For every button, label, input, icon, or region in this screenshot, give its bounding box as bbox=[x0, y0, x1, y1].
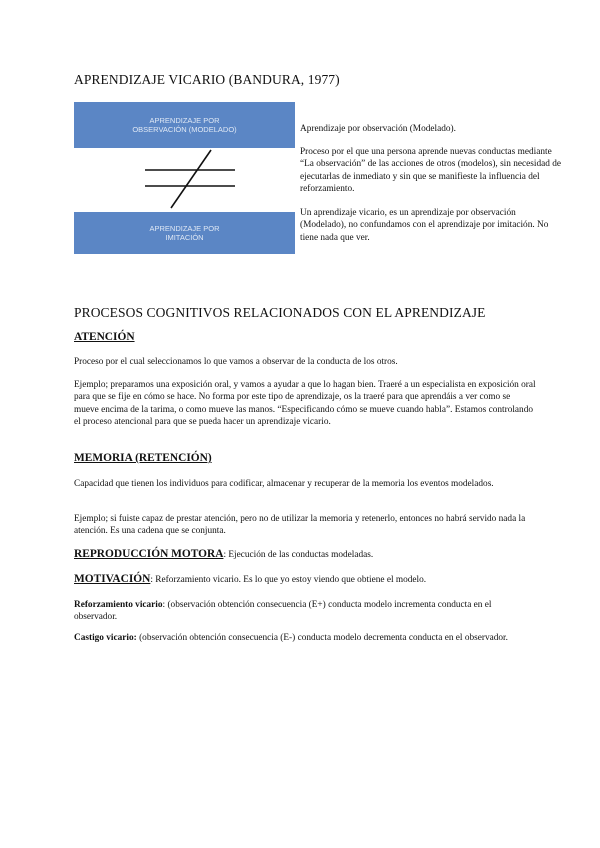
imitacion-box-line2: IMITACIÓN bbox=[165, 233, 204, 242]
observacion-box bbox=[74, 102, 295, 148]
imitacion-box bbox=[74, 212, 295, 254]
side-paragraph-2: Proceso por el que una persona aprende nuevas conductas mediante “La observación” de las acciones de otros (modelos), sin necesidad de ejecutarlas de inmediato y sin que se manifieste la influencia del reforzamiento. bbox=[300, 147, 561, 194]
heading-motivacion: MOTIVACIÓN bbox=[74, 573, 151, 585]
atencion-paragraph-1: Proceso por el cual seleccionamos lo que vamos a observar de la conducta de los otros. bbox=[74, 357, 398, 367]
imitacion-box-line1: APRENDIZAJE POR bbox=[149, 224, 220, 233]
observacion-box-line2: OBSERVACIÓN (MODELADO) bbox=[132, 125, 237, 134]
memoria-paragraph-2: Ejemplo; si fuiste capaz de prestar atención, pero no de utilizar la memoria y retenerlo, entonces no habrá servido nada la atención. Es una cadena que se conjunta. bbox=[74, 514, 526, 537]
castigo-label: Castigo vicario: bbox=[74, 633, 137, 643]
reproduccion-line bbox=[74, 548, 536, 561]
section-title-aprendizaje-vicario: APRENDIZAJE VICARIO (BANDURA, 1977) bbox=[74, 72, 340, 87]
section-title-procesos: PROCESOS COGNITIVOS RELACIONADOS CON EL APRENDIZAJE bbox=[74, 305, 486, 320]
side-paragraph-1: Aprendizaje por observación (Modelado). bbox=[300, 124, 456, 134]
memoria-paragraph-1: Capacidad que tienen los individuos para codificar, almacenar y recuperar de la memoria los eventos modelados. bbox=[74, 479, 494, 489]
heading-reproduccion-motora: REPRODUCCIÓN MOTORA bbox=[74, 548, 224, 560]
castigo-paragraph bbox=[74, 632, 536, 644]
refuerzo-text: : (observación obtención consecuencia (E+) conducta modelo incrementa conducta en el observador. bbox=[74, 600, 492, 623]
reproduccion-text: : Ejecución de las conductas modeladas. bbox=[223, 550, 374, 560]
motivacion-text: : Reforzamiento vicario. Es lo que yo estoy viendo que obtiene el modelo. bbox=[150, 575, 427, 585]
not-equal-icon bbox=[145, 148, 235, 210]
motivacion-line bbox=[74, 573, 536, 586]
heading-memoria: MEMORIA (RETENCIÓN) bbox=[74, 452, 212, 464]
castigo-text: (observación obtención consecuencia (E-) conducta modelo decrementa conducta en el observador. bbox=[136, 633, 508, 643]
heading-atencion: ATENCIÓN bbox=[74, 331, 135, 343]
side-paragraph-3: Un aprendizaje vicario, es un aprendizaje por observación (Modelado), no confundamos con el aprendizaje por imitación. No tiene nada que ver. bbox=[300, 208, 549, 243]
refuerzo-label: Reforzamiento vicario bbox=[74, 600, 163, 610]
atencion-paragraph-2: Ejemplo; preparamos una exposición oral, y vamos a ayudar a que lo hagan bien. Traeré a un especialista en exposición oral para que se fije en cómo se hace. No forma por este tipo de aprendizaje, os la traeré para que aprendáis a ver como se mueve encima de la tarima, o como mueve las manos. “Especificando cómo se mueve cuando habla”. Estamos controlando el proceso atencional para que se pueda hacer un aprendizaje vicario. bbox=[74, 380, 536, 428]
refuerzo-paragraph bbox=[74, 599, 536, 624]
observacion-box-line1: APRENDIZAJE POR bbox=[149, 116, 220, 125]
